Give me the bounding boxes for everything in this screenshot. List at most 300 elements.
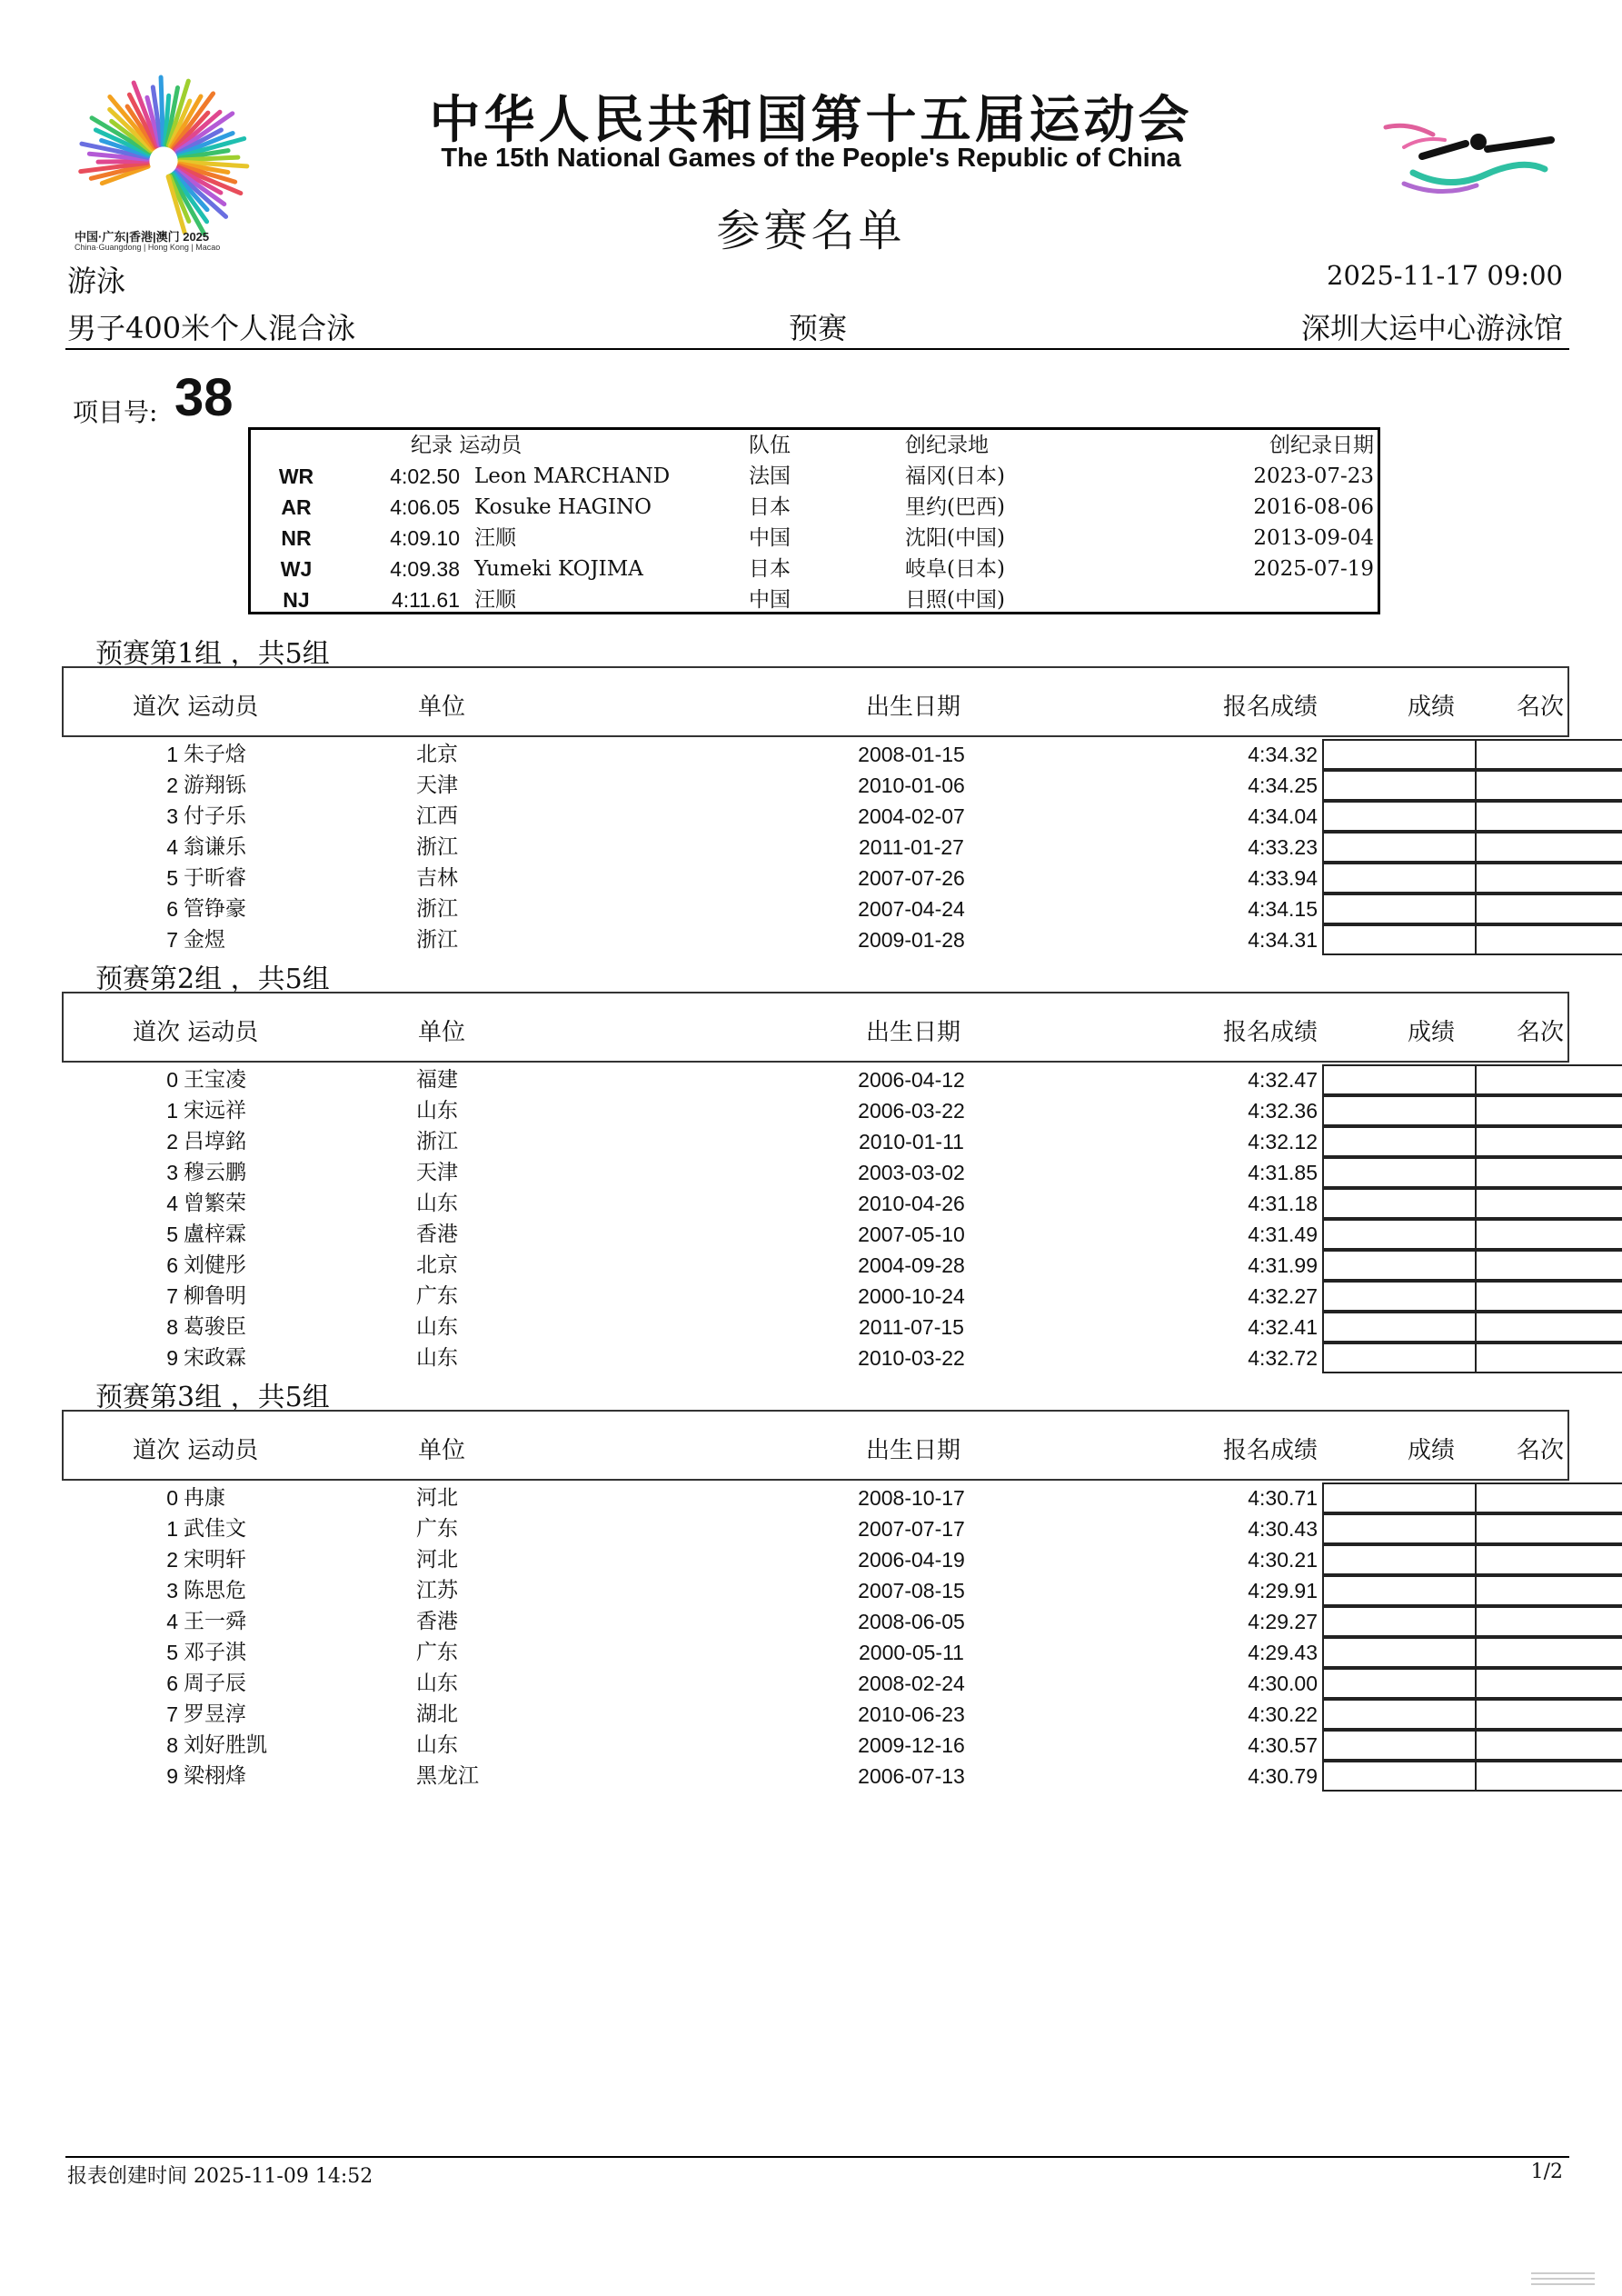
record-row (251, 492, 1378, 523)
athlete-name: 梁栩烽 (184, 1764, 246, 1788)
records-table (248, 427, 1380, 614)
athlete-unit: 河北 (416, 1548, 458, 1572)
record-team: 中国 (749, 526, 791, 550)
col-unit: 单位 (418, 694, 466, 721)
doc-title: 参赛名单 (716, 205, 906, 256)
athlete-dob: 2009-12-16 (858, 1733, 965, 1757)
records-header-team: 队伍 (749, 434, 791, 457)
athlete-dob: 2007-05-10 (858, 1223, 965, 1246)
result-cell (1322, 1157, 1477, 1188)
lane-number: 8 (166, 1733, 178, 1757)
col-unit: 单位 (418, 1019, 466, 1046)
entry-time: 4:30.21 (1248, 1548, 1318, 1572)
col-entry-time: 报名成绩 (1222, 694, 1318, 721)
athlete-row (62, 1513, 1569, 1544)
result-cell (1322, 1513, 1477, 1544)
rank-cell (1475, 1513, 1622, 1544)
athlete-row (62, 893, 1569, 924)
col-result: 成绩 (1407, 1437, 1455, 1464)
rank-cell (1475, 1188, 1622, 1219)
athlete-dob: 2010-01-06 (858, 774, 965, 797)
athlete-row (62, 832, 1569, 863)
record-date: 2016-08-06 (1253, 495, 1374, 519)
record-time: 4:09.10 (390, 526, 460, 550)
entry-time: 4:34.32 (1248, 743, 1318, 766)
lane-number: 0 (166, 1068, 178, 1092)
result-cell (1322, 893, 1477, 924)
athlete-row (62, 1188, 1569, 1219)
entry-time: 4:29.91 (1248, 1579, 1318, 1602)
entry-time: 4:30.43 (1248, 1517, 1318, 1541)
lane-number: 6 (166, 897, 178, 921)
lane-number: 5 (166, 1641, 178, 1664)
athlete-name: 柳鲁明 (184, 1284, 246, 1308)
venue-name: 深圳大运中心游泳馆 (1300, 311, 1563, 345)
rank-cell (1475, 1126, 1622, 1157)
record-time: 4:06.05 (390, 495, 460, 519)
lane-number: 3 (166, 1579, 178, 1602)
athlete-row (62, 1312, 1569, 1343)
result-cell (1322, 832, 1477, 863)
athlete-dob: 2006-03-22 (858, 1099, 965, 1123)
result-cell (1322, 801, 1477, 832)
page-title-cn: 中华人民共和国第十五届运动会 (429, 91, 1193, 150)
athlete-row (62, 863, 1569, 893)
rank-cell (1475, 1761, 1622, 1792)
lane-number: 3 (166, 1161, 178, 1184)
athlete-row (62, 1668, 1569, 1699)
lane-number: 9 (166, 1346, 178, 1370)
swimming-pictogram (1377, 109, 1558, 209)
entry-time: 4:33.23 (1248, 835, 1318, 859)
result-cell (1322, 1095, 1477, 1126)
result-cell (1322, 1606, 1477, 1637)
athlete-row (62, 1575, 1569, 1606)
scan-mark-icon (1527, 2269, 1599, 2289)
record-time: 4:09.38 (390, 557, 460, 581)
result-cell (1322, 1761, 1477, 1792)
col-result: 成绩 (1407, 1019, 1455, 1046)
rank-cell (1475, 924, 1622, 955)
rank-cell (1475, 1281, 1622, 1312)
entry-time: 4:32.36 (1248, 1099, 1318, 1123)
record-date: 2023-07-23 (1253, 464, 1374, 488)
athlete-row (62, 1544, 1569, 1575)
athlete-name: 王一舜 (184, 1610, 246, 1633)
athlete-dob: 2009-01-28 (858, 928, 965, 952)
col-entry-time: 报名成绩 (1222, 1437, 1318, 1464)
athlete-name: 罗昱淳 (184, 1702, 246, 1726)
event-phase: 预赛 (788, 311, 847, 345)
record-team: 日本 (749, 557, 791, 581)
athlete-dob: 2000-05-11 (859, 1641, 964, 1664)
header-divider (65, 348, 1569, 350)
athlete-row (62, 924, 1569, 955)
records-header (251, 430, 1378, 461)
athlete-name: 宋远祥 (184, 1099, 246, 1123)
athlete-name: 葛骏臣 (184, 1315, 246, 1339)
swimmer-icon (1377, 109, 1558, 209)
entry-time: 4:30.71 (1248, 1486, 1318, 1510)
athlete-unit: 江西 (416, 804, 458, 828)
record-code: WJ (280, 557, 313, 581)
entry-time: 4:34.25 (1248, 774, 1318, 797)
rank-cell (1475, 1219, 1622, 1250)
rank-cell (1475, 1250, 1622, 1281)
athlete-dob: 2008-06-05 (858, 1610, 965, 1633)
heat-title: 预赛第1组 ，共5组 (95, 638, 330, 670)
lane-number: 1 (166, 743, 178, 766)
athlete-name: 于昕睿 (184, 866, 246, 890)
col-lane-athlete: 道次 运动员 (133, 694, 259, 721)
result-cell (1322, 1730, 1477, 1761)
athlete-row (62, 1250, 1569, 1281)
entry-time: 4:32.12 (1248, 1130, 1318, 1153)
record-team: 法国 (749, 464, 791, 488)
result-cell (1322, 1188, 1477, 1219)
lane-number: 9 (166, 1764, 178, 1788)
result-cell (1322, 1281, 1477, 1312)
entry-time: 4:34.04 (1248, 804, 1318, 828)
entry-time: 4:33.94 (1248, 866, 1318, 890)
record-code: NJ (283, 588, 310, 612)
result-cell (1322, 863, 1477, 893)
rank-cell (1475, 863, 1622, 893)
athlete-name: 付子乐 (184, 804, 246, 828)
entry-time: 4:30.79 (1248, 1764, 1318, 1788)
athlete-row (62, 770, 1569, 801)
athlete-name: 翁谦乐 (184, 835, 246, 859)
lane-number: 7 (166, 1284, 178, 1308)
result-cell (1322, 1482, 1477, 1513)
athlete-row (62, 1606, 1569, 1637)
lane-number: 0 (166, 1486, 178, 1510)
lane-number: 4 (166, 1610, 178, 1633)
result-cell (1322, 770, 1477, 801)
result-cell (1322, 739, 1477, 770)
event-number-label: 项目号: (73, 397, 158, 427)
result-cell (1322, 1219, 1477, 1250)
col-rank: 名次 (1516, 1437, 1564, 1464)
athlete-unit: 香港 (416, 1223, 458, 1246)
col-dob: 出生日期 (865, 1437, 960, 1464)
athlete-unit: 黑龙江 (416, 1764, 479, 1788)
athlete-unit: 广东 (416, 1284, 458, 1308)
rank-cell (1475, 1482, 1622, 1513)
lane-number: 1 (166, 1517, 178, 1541)
entry-time: 4:32.72 (1248, 1346, 1318, 1370)
athlete-dob: 2007-07-26 (858, 866, 965, 890)
athlete-name: 宋政霖 (184, 1346, 246, 1370)
lane-number: 2 (166, 774, 178, 797)
rank-cell (1475, 1157, 1622, 1188)
athlete-unit: 广东 (416, 1517, 458, 1541)
athlete-unit: 湖北 (416, 1702, 458, 1726)
rank-cell (1475, 1668, 1622, 1699)
athlete-dob: 2004-02-07 (858, 804, 965, 828)
rank-cell (1475, 1699, 1622, 1730)
col-lane-athlete: 道次 运动员 (133, 1019, 259, 1046)
page-title-en: The 15th National Games of the People's Republic of China (441, 144, 1181, 173)
athlete-dob: 2006-04-19 (858, 1548, 965, 1572)
entry-time: 4:32.47 (1248, 1068, 1318, 1092)
athlete-name: 周子辰 (184, 1672, 246, 1695)
result-cell (1322, 1575, 1477, 1606)
athlete-row (62, 1699, 1569, 1730)
result-cell (1322, 1637, 1477, 1668)
record-place: 岐阜(日本) (905, 557, 1005, 581)
athlete-dob: 2011-07-15 (859, 1315, 964, 1339)
rank-cell (1475, 1575, 1622, 1606)
lane-number: 3 (166, 804, 178, 828)
athlete-row (62, 1730, 1569, 1761)
athlete-row (62, 1482, 1569, 1513)
page-number: 1/2 (1530, 2161, 1563, 2183)
rank-cell (1475, 1343, 1622, 1373)
athlete-row (62, 1343, 1569, 1373)
athlete-name: 陈思危 (184, 1579, 246, 1602)
lane-number: 4 (166, 1192, 178, 1215)
athlete-row (62, 801, 1569, 832)
record-team: 日本 (749, 495, 791, 519)
entry-time: 4:29.43 (1248, 1641, 1318, 1664)
result-cell (1322, 1343, 1477, 1373)
record-code: AR (281, 495, 312, 519)
record-time: 4:02.50 (390, 464, 460, 488)
athlete-name: 冉康 (184, 1486, 225, 1510)
athlete-name: 游翔铄 (184, 774, 246, 797)
athlete-row (62, 1281, 1569, 1312)
record-date: 2025-07-19 (1253, 557, 1374, 581)
record-team: 中国 (749, 588, 791, 612)
record-athlete: Kosuke HAGINO (474, 495, 652, 519)
athlete-unit: 山东 (416, 1099, 458, 1123)
athlete-row (62, 1219, 1569, 1250)
lane-number: 5 (166, 866, 178, 890)
rank-cell (1475, 832, 1622, 863)
result-cell (1322, 1544, 1477, 1575)
rank-cell (1475, 1312, 1622, 1343)
heat-table-header (62, 1410, 1569, 1481)
col-rank: 名次 (1516, 1019, 1564, 1046)
event-datetime: 2025-11-17 09:00 (1327, 260, 1563, 291)
athlete-row (62, 1064, 1569, 1095)
athlete-unit: 天津 (416, 774, 458, 797)
athlete-name: 穆云鹏 (184, 1161, 246, 1184)
result-cell (1322, 1250, 1477, 1281)
lane-number: 7 (166, 1702, 178, 1726)
col-dob: 出生日期 (865, 1019, 960, 1046)
footer-divider (65, 2156, 1569, 2158)
athlete-name: 武佳文 (184, 1517, 246, 1541)
records-header-record-athlete: 纪录 运动员 (411, 434, 522, 457)
record-athlete: 汪顺 (474, 588, 516, 612)
heat-table-header (62, 666, 1569, 737)
athlete-name: 宋明轩 (184, 1548, 246, 1572)
rank-cell (1475, 1064, 1622, 1095)
lane-number: 5 (166, 1223, 178, 1246)
athlete-unit: 山东 (416, 1192, 458, 1215)
result-cell (1322, 1668, 1477, 1699)
athlete-name: 管铮豪 (184, 897, 246, 921)
athlete-name: 邓子淇 (184, 1641, 246, 1664)
record-row (251, 461, 1378, 492)
lane-number: 4 (166, 835, 178, 859)
record-place: 日照(中国) (905, 588, 1005, 612)
athlete-dob: 2006-07-13 (858, 1764, 965, 1788)
entry-time: 4:32.27 (1248, 1284, 1318, 1308)
entry-time: 4:29.27 (1248, 1610, 1318, 1633)
col-result: 成绩 (1407, 694, 1455, 721)
athlete-unit: 浙江 (416, 1130, 458, 1153)
entry-time: 4:30.00 (1248, 1672, 1318, 1695)
athlete-name: 朱子焓 (184, 743, 246, 766)
athlete-unit: 福建 (416, 1068, 458, 1092)
entry-time: 4:32.41 (1248, 1315, 1318, 1339)
lane-number: 6 (166, 1253, 178, 1277)
entry-time: 4:34.31 (1248, 928, 1318, 952)
athlete-dob: 2008-01-15 (858, 743, 965, 766)
athlete-unit: 广东 (416, 1641, 458, 1664)
sport-name: 游泳 (67, 264, 126, 298)
athlete-name: 盧梓霖 (184, 1223, 246, 1246)
athlete-unit: 山东 (416, 1733, 458, 1757)
athlete-dob: 2008-10-17 (858, 1486, 965, 1510)
event-name: 男子400米个人混合泳 (67, 311, 356, 345)
lane-number: 7 (166, 928, 178, 952)
record-athlete: Yumeki KOJIMA (474, 557, 643, 581)
record-athlete: Leon MARCHAND (474, 464, 671, 488)
athlete-name: 刘健彤 (184, 1253, 246, 1277)
athlete-unit: 江苏 (416, 1579, 458, 1602)
athlete-dob: 2006-04-12 (858, 1068, 965, 1092)
record-time: 4:11.61 (391, 588, 460, 612)
rank-cell (1475, 739, 1622, 770)
athlete-unit: 北京 (416, 743, 458, 766)
result-cell (1322, 924, 1477, 955)
logo-text: 中国·广东|香港|澳门 2025 (75, 230, 210, 244)
col-lane-athlete: 道次 运动员 (133, 1437, 259, 1464)
col-unit: 单位 (418, 1437, 466, 1464)
heat-title: 预赛第3组 ，共5组 (95, 1382, 330, 1413)
emblem-petal (161, 77, 163, 145)
record-place: 福冈(日本) (905, 464, 1005, 488)
result-cell (1322, 1699, 1477, 1730)
records-header-place: 创纪录地 (905, 434, 989, 457)
athlete-row (62, 1761, 1569, 1792)
athlete-dob: 2007-04-24 (858, 897, 965, 921)
logo-subtext: China·Guangdong | Hong Kong | Macao (75, 243, 221, 252)
rank-cell (1475, 893, 1622, 924)
result-cell (1322, 1312, 1477, 1343)
record-row (251, 554, 1378, 584)
athlete-row (62, 739, 1569, 770)
athlete-name: 王宝凌 (184, 1068, 246, 1092)
athlete-row (62, 1095, 1569, 1126)
rank-cell (1475, 1730, 1622, 1761)
entry-time: 4:31.49 (1248, 1223, 1318, 1246)
entry-time: 4:31.85 (1248, 1161, 1318, 1184)
entry-time: 4:30.57 (1248, 1733, 1318, 1757)
record-athlete: 汪顺 (474, 526, 516, 550)
lane-number: 2 (166, 1130, 178, 1153)
emblem-petal (180, 157, 238, 160)
athlete-unit: 天津 (416, 1161, 458, 1184)
athlete-dob: 2010-06-23 (858, 1702, 965, 1726)
entry-time: 4:34.15 (1248, 897, 1318, 921)
record-row (251, 523, 1378, 554)
record-row (251, 584, 1378, 615)
athlete-unit: 山东 (416, 1672, 458, 1695)
records-header-date: 创纪录日期 (1269, 434, 1374, 457)
athlete-row (62, 1126, 1569, 1157)
athlete-row (62, 1637, 1569, 1668)
rank-cell (1475, 770, 1622, 801)
lane-number: 6 (166, 1672, 178, 1695)
entry-time: 4:31.99 (1248, 1253, 1318, 1277)
athlete-name: 曾繁荣 (184, 1192, 246, 1215)
athlete-dob: 2007-07-17 (858, 1517, 965, 1541)
record-place: 里约(巴西) (905, 495, 1005, 519)
athlete-unit: 北京 (416, 1253, 458, 1277)
col-rank: 名次 (1516, 694, 1564, 721)
heat-title: 预赛第2组 ，共5组 (95, 963, 330, 995)
event-number: 38 (174, 368, 234, 427)
athlete-dob: 2010-03-22 (858, 1346, 965, 1370)
athlete-row (62, 1157, 1569, 1188)
athlete-unit: 浙江 (416, 928, 458, 952)
record-code: WR (278, 464, 314, 488)
games-logo (73, 59, 254, 259)
result-cell (1322, 1064, 1477, 1095)
rank-cell (1475, 1095, 1622, 1126)
athlete-unit: 香港 (416, 1610, 458, 1633)
lane-number: 8 (166, 1315, 178, 1339)
athlete-unit: 浙江 (416, 835, 458, 859)
athlete-unit: 河北 (416, 1486, 458, 1510)
entry-time: 4:31.18 (1248, 1192, 1318, 1215)
athlete-name: 刘好胜凯 (184, 1733, 267, 1757)
rank-cell (1475, 801, 1622, 832)
athlete-unit: 吉林 (416, 866, 458, 890)
result-cell (1322, 1126, 1477, 1157)
rank-cell (1475, 1637, 1622, 1668)
rank-cell (1475, 1606, 1622, 1637)
emblem-petal (98, 161, 147, 162)
athlete-unit: 浙江 (416, 897, 458, 921)
entry-time: 4:30.22 (1248, 1702, 1318, 1726)
col-entry-time: 报名成绩 (1222, 1019, 1318, 1046)
report-created-time: 报表创建时间 2025-11-09 14:52 (67, 2165, 373, 2188)
athlete-unit: 山东 (416, 1315, 458, 1339)
rank-cell (1475, 1544, 1622, 1575)
lane-number: 2 (166, 1548, 178, 1572)
athlete-dob: 2011-01-27 (859, 835, 964, 859)
col-dob: 出生日期 (865, 694, 960, 721)
athlete-dob: 2000-10-24 (858, 1284, 965, 1308)
record-code: NR (281, 526, 312, 550)
athlete-dob: 2010-01-11 (859, 1130, 964, 1153)
athlete-dob: 2007-08-15 (858, 1579, 965, 1602)
record-place: 沈阳(中国) (905, 526, 1005, 550)
athlete-name: 金煜 (184, 928, 225, 952)
lane-number: 1 (166, 1099, 178, 1123)
athlete-dob: 2004-09-28 (858, 1253, 965, 1277)
athlete-name: 吕埻銘 (184, 1130, 246, 1153)
athlete-dob: 2010-04-26 (858, 1192, 965, 1215)
heat-table-header (62, 992, 1569, 1063)
athlete-dob: 2003-03-02 (858, 1161, 965, 1184)
